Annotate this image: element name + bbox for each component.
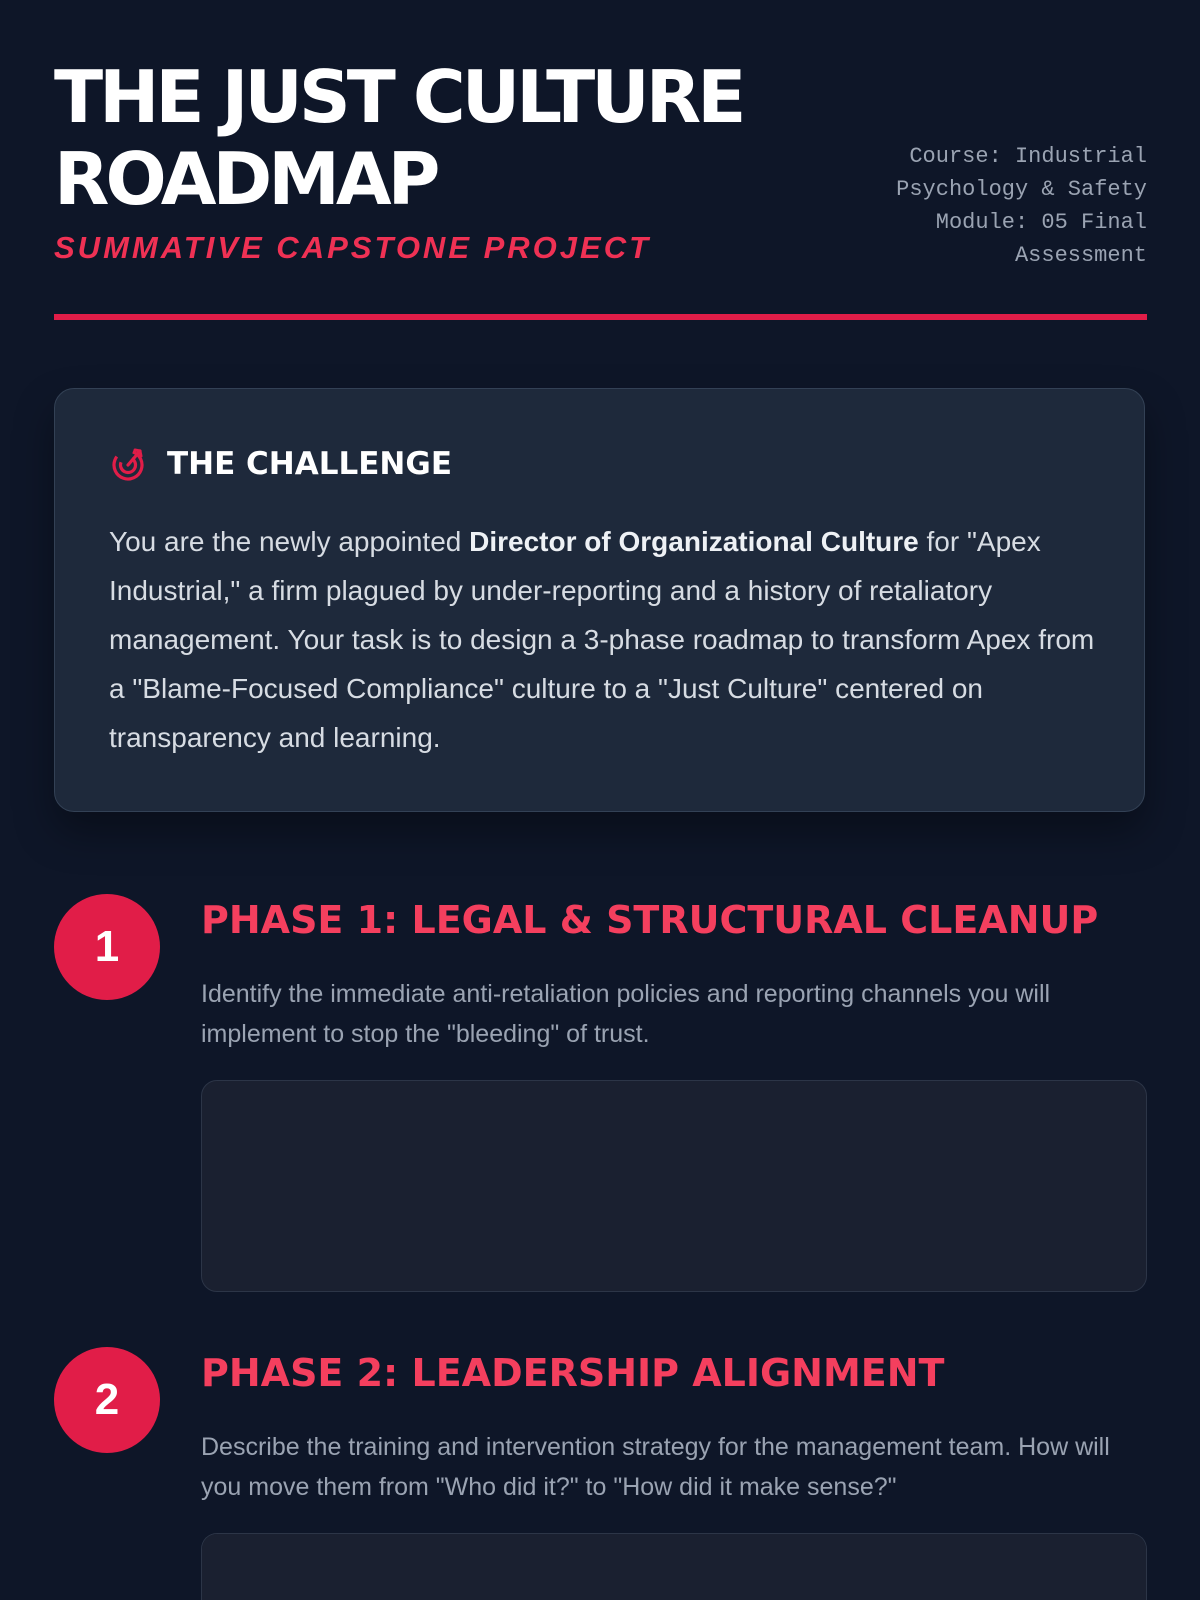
phase-1-title: PHASE 1: LEGAL & STRUCTURAL CLEANUP (201, 898, 1099, 942)
challenge-description (109, 517, 1099, 762)
phase-1-number-badge: 1 (54, 894, 160, 1000)
phase-2-number-badge: 2 (54, 1347, 160, 1453)
page-subtitle: SUMMATIVE CAPSTONE PROJECT (54, 230, 652, 265)
page-title-line-1: THE JUST CULTURE (54, 55, 743, 139)
phase-1-section (54, 894, 1147, 1294)
challenge-header (109, 445, 452, 483)
challenge-text-start: You are the newly appointed (109, 526, 470, 557)
course-line-2: Psychology & Safety (896, 177, 1147, 202)
phase-2-section (54, 1347, 1147, 1600)
page-title-line-2: ROADMAP (54, 137, 437, 221)
header-divider (54, 314, 1147, 320)
challenge-text-end: for "Apex Industrial," a firm plagued by under-reporting and a history of retaliatory management. Your task is to design a 3-phase roadmap to transform Apex from a "Blame-Focused Compliance" culture to a "Just Culture" centered on transparency and learning. (109, 526, 1095, 753)
challenge-role: Director of Organizational Culture (469, 526, 919, 557)
challenge-card (54, 388, 1145, 812)
page-header (54, 56, 1147, 320)
target-icon (109, 445, 147, 483)
course-meta (847, 140, 1147, 272)
course-line-1: Course: Industrial (909, 144, 1147, 169)
phase-2-answer-field[interactable] (201, 1533, 1147, 1600)
phase-1-description: Identify the immediate anti-retaliation policies and reporting channels you will implement to stop the "bleeding" of trust. (201, 980, 1051, 1048)
phase-2-title: PHASE 2: LEADERSHIP ALIGNMENT (201, 1351, 945, 1395)
phase-2-description: Describe the training and intervention strategy for the management team. How will you move them from "Who did it?" to "How did it make sense?" (201, 1433, 1110, 1501)
phase-1-answer-field[interactable] (201, 1080, 1147, 1292)
challenge-title: THE CHALLENGE (167, 446, 452, 482)
module-line-2: Assessment (1014, 243, 1147, 268)
module-line-1: Module: 05 Final (935, 210, 1147, 235)
